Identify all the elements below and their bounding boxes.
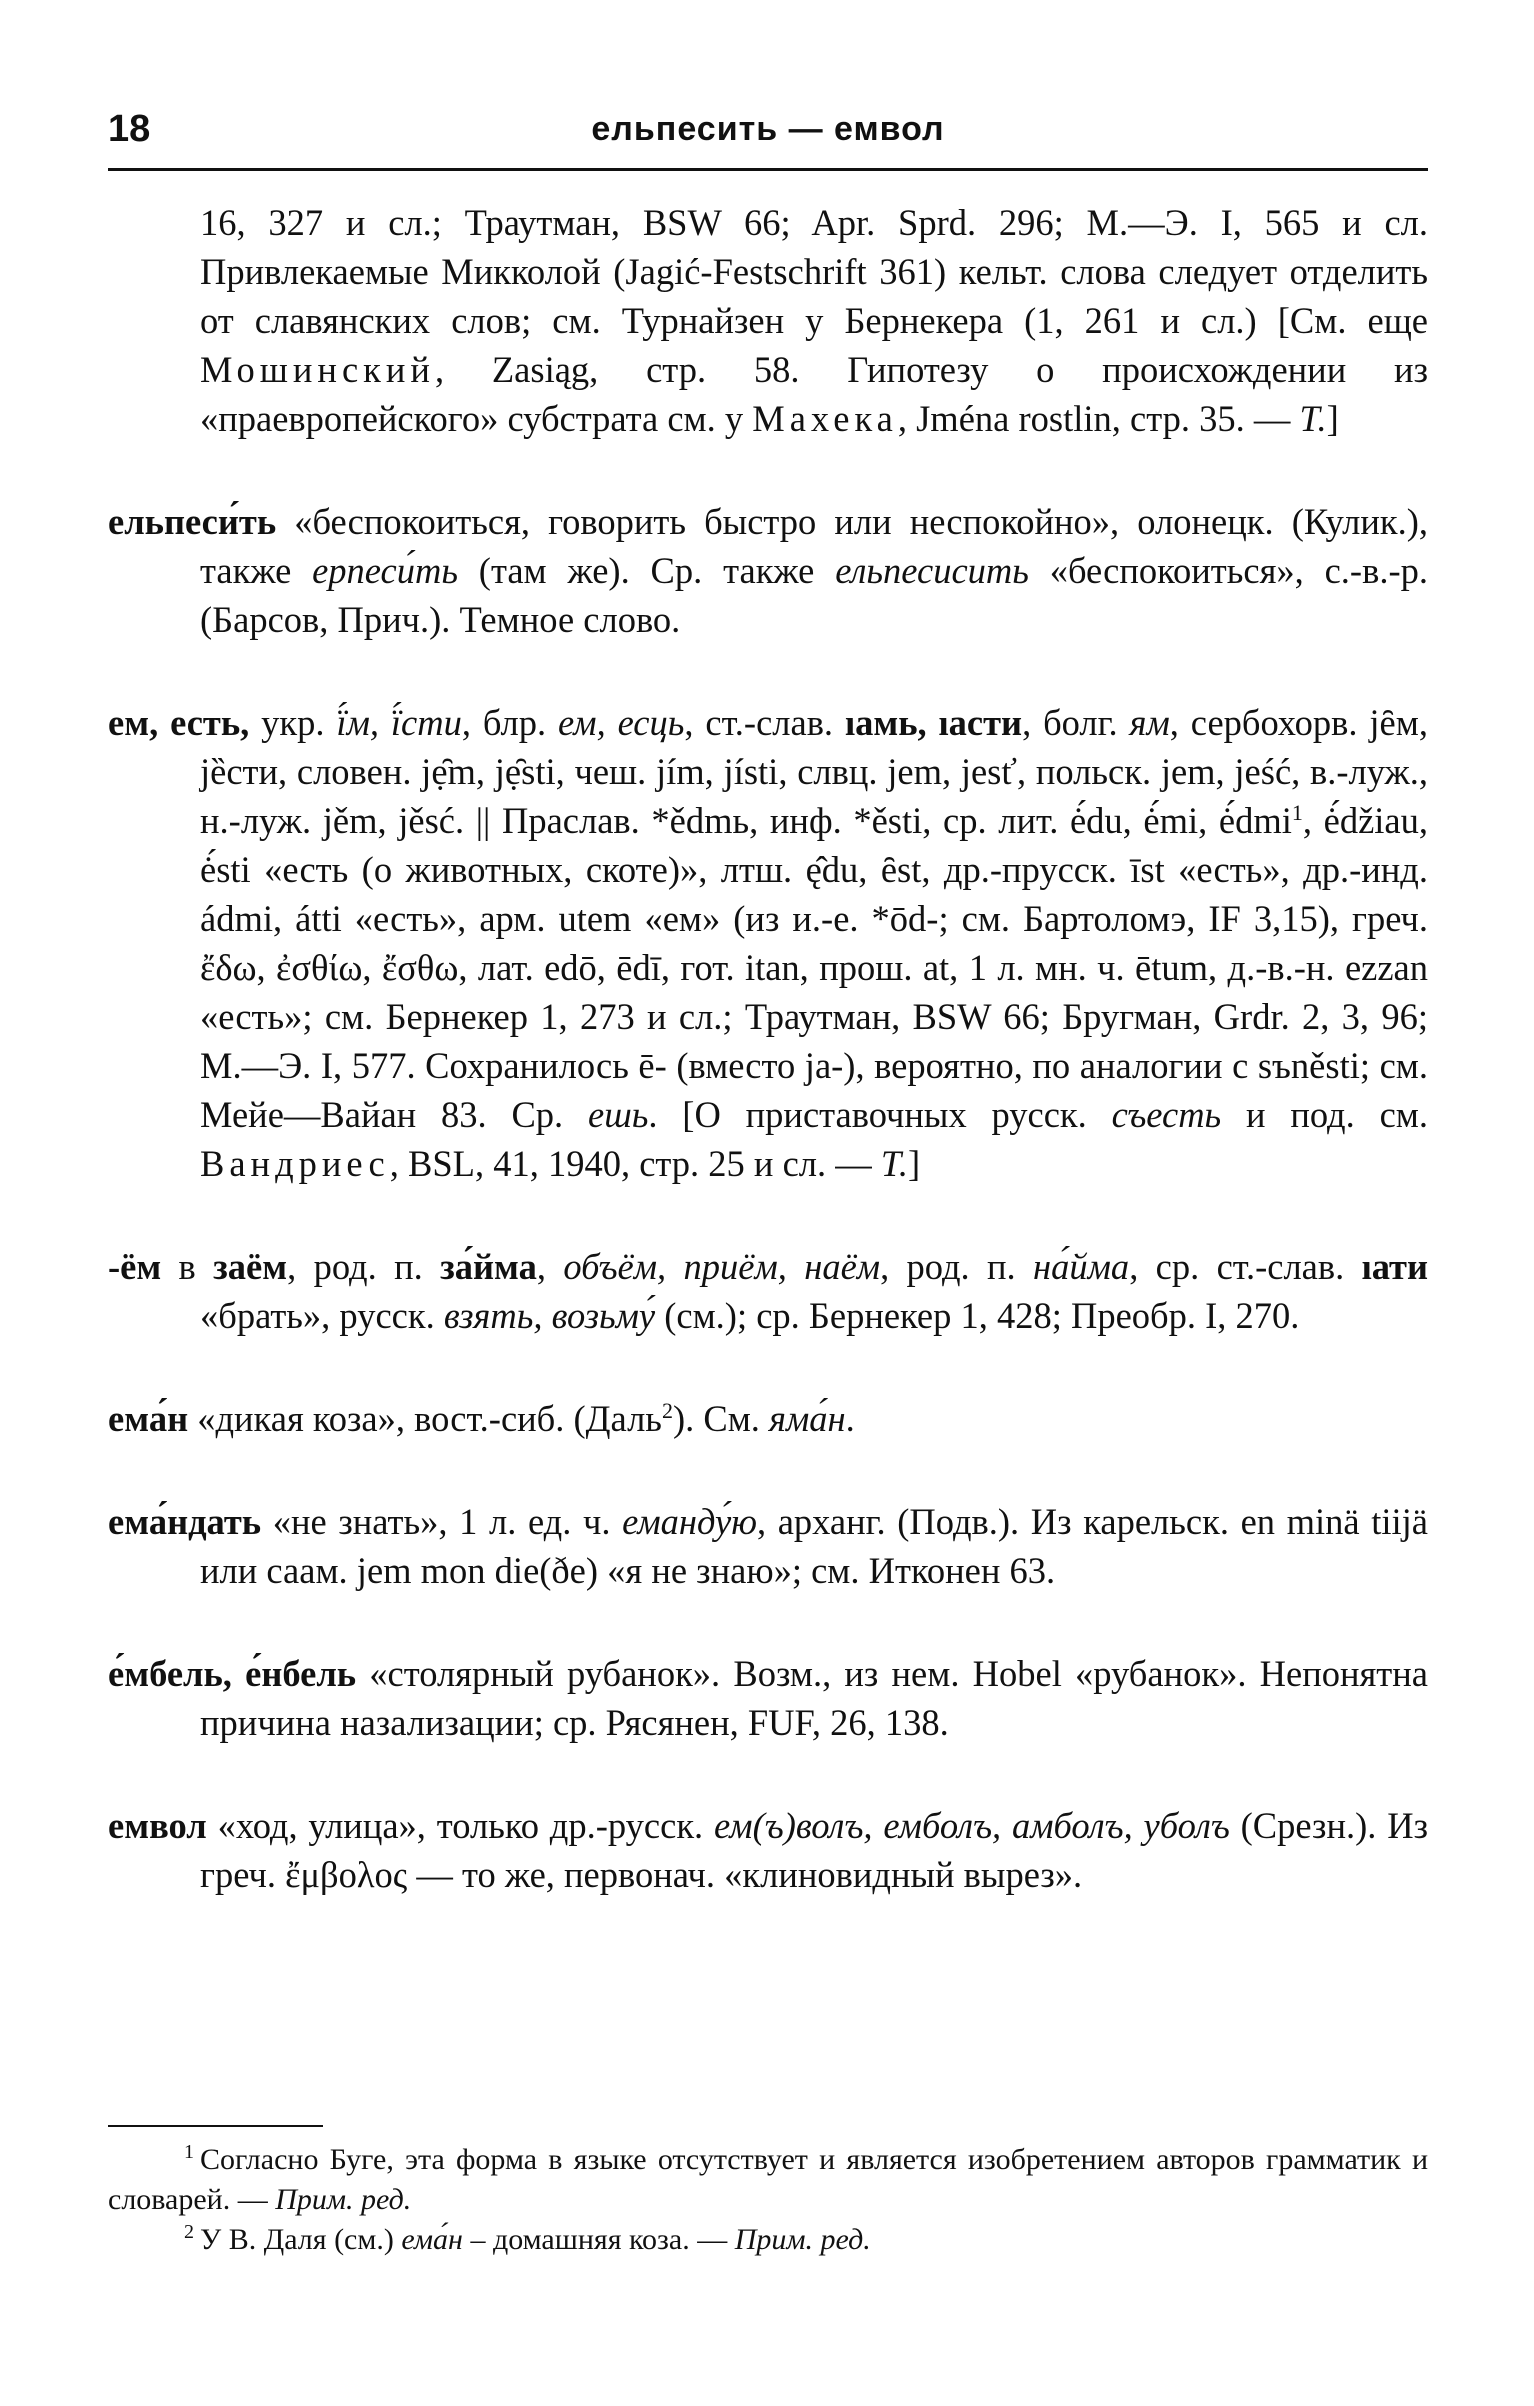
entry-text: , ср. ст.-слав. — [1129, 1246, 1362, 1287]
entries-body — [108, 198, 1428, 1953]
headword: е́мбель, е́нбель — [108, 1653, 357, 1694]
italic-form: съесть — [1111, 1094, 1222, 1135]
dictionary-entry — [108, 1649, 1428, 1747]
entry-text: (там же). Ср. также — [457, 550, 836, 591]
page-number: 18 — [108, 108, 151, 150]
dictionary-entry — [108, 1394, 1428, 1443]
footnote — [108, 2220, 1428, 2260]
dictionary-entry — [108, 1497, 1428, 1595]
bold-form: есть, — [158, 702, 250, 743]
entry-text: , Zasiąg, стр. 58. Гипотезу о происхождении из «праевропейского» субстрата см. у — [200, 349, 1428, 439]
dictionary-entry — [108, 1801, 1428, 1899]
spaced-name: Мошинский — [200, 349, 435, 390]
dictionary-entry — [108, 198, 1428, 443]
page-header — [108, 100, 1428, 164]
entry-text: , — [536, 1246, 564, 1287]
italic-form: еманду́ю — [622, 1501, 757, 1542]
footnote-number: 2 — [184, 2221, 194, 2243]
entry-text: «беспокоиться, говорить быстро или неспокойно», олонецк. (Кулик.), также — [200, 501, 1428, 591]
italic-form: Прим. ред. — [734, 2223, 871, 2256]
entry-text: (см.); ср. Бернекер 1, 428; Преобр. I, 270. — [655, 1295, 1300, 1336]
footnote-ref: 1 — [1291, 799, 1303, 825]
headword: ем, — [108, 702, 159, 743]
italic-form: объём, приём, наём — [563, 1246, 881, 1287]
entry-text: «столярный рубанок». Возм., из нем. Hobel «рубанок». Непонятна причина назализации; ср. Рясянен, FUF, 26, 138. — [200, 1653, 1428, 1743]
headword: емвол — [108, 1805, 207, 1846]
bold-form: заём — [213, 1246, 288, 1287]
header-rule — [108, 168, 1428, 171]
entry-text: У В. Даля (см.) — [200, 2223, 402, 2256]
italic-form: Т. — [1299, 398, 1327, 439]
entry-text: , ė́džiau, ė́sti «есть (о животных, скоте)», лтш. ę̂du, ȇst, др.-прусск. īst «есть», др.-инд. ádmi, átti «есть», арм. utem «ем» (из и.-е. *ōd-; см. Бартоломэ, IF 3,15), греч. ἔδω, ἐσθίω, ἔσθω, лат. edō, ēdī, гот. itan, прош. at, 1 л. мн. ч. ētum, д.-в.-н. ezzan «есть»; см. Бернекер 1, 273 и сл.; Траутман, BSW 66; Бругман, Grdr. 2, 3, 96; М.—Э. I, 577. Сохранилось ē- (вместо ja-), вероятно, по аналогии с sъněsti; см. Мейе—Вайан 83. Ср. — [200, 800, 1428, 1135]
headword: -ём — [108, 1246, 162, 1287]
italic-form: Прим. ред. — [275, 2183, 412, 2216]
italic-form: ешь — [588, 1094, 649, 1135]
entry-text: «дикая коза», вост.-сиб. (Даль — [188, 1398, 662, 1439]
entry-text: , сербохорв. jȇм, jȅсти, словен. jẹ̑m, jẹ̑sti, чеш. jím, jísti, слвц. jem, jesť, польск. jem, jeść, в.-луж., н.-луж. jěm, jěsć. || Праслав. *ědmь, инф. *ěsti, ср. лит. ė́du, ė́mi, ė́dmi — [200, 702, 1428, 841]
italic-form: ї́м, ї́сти — [336, 702, 462, 743]
headword: ельпеси́ть — [108, 501, 277, 542]
italic-form: взять, возьму́ — [443, 1295, 656, 1336]
entry-text: , арханг. (Подв.). Из карельск. en minä tiijä или саам. jem mon die(ðe) «я не знаю»; см. Итконен 63. — [200, 1501, 1429, 1591]
entry-text: – домашняя коза. — — [462, 2223, 735, 2256]
entry-text: , род. п. — [880, 1246, 1034, 1287]
headword: ема́ндать — [108, 1501, 262, 1542]
footnote-ref: 2 — [661, 1397, 673, 1423]
headword: ема́н — [108, 1398, 189, 1439]
italic-form: Т. — [880, 1143, 909, 1184]
italic-form: ерпеси́ть — [312, 550, 458, 591]
entry-text: , BSL, 41, 1940, стр. 25 и сл. — — [389, 1143, 881, 1184]
footnote-rule — [108, 2125, 323, 2127]
bold-form: за́йма — [440, 1246, 537, 1287]
spaced-name: Вандриес — [200, 1143, 390, 1184]
spaced-name: Махека — [752, 398, 898, 439]
entry-text: , род. п. — [287, 1246, 441, 1287]
italic-form: ям — [1129, 702, 1170, 743]
entry-text: «брать», русск. — [200, 1295, 444, 1336]
entry-text: , болг. — [1022, 702, 1130, 743]
dictionary-entry — [108, 1242, 1428, 1340]
entry-text: (Срезн.). Из греч. ἔμβολος — то же, первонач. «клиновидный вырез». — [200, 1805, 1429, 1895]
italic-form: яма́н — [769, 1398, 846, 1439]
dictionary-entry — [108, 497, 1428, 644]
italic-form: ема́н — [401, 2223, 463, 2256]
entry-text: в — [161, 1246, 214, 1287]
dictionary-entry — [108, 698, 1428, 1188]
entry-text: «беспокоиться», с.-в.-р. (Барсов, Прич.). Темное слово. — [200, 550, 1428, 640]
italic-form: на́йма — [1033, 1246, 1130, 1287]
italic-form: ем(ъ)волъ, емболъ, амболъ, уболъ — [714, 1805, 1230, 1846]
bold-form: ıамь, ıасти — [844, 702, 1023, 743]
entry-text: укр. — [249, 702, 337, 743]
entry-text: , Jména rostlin, стр. 35. — — [897, 398, 1300, 439]
entry-text: «не знать», 1 л. ед. ч. — [261, 1501, 623, 1542]
footnote-number: 1 — [184, 2141, 194, 2163]
footnotes — [108, 2140, 1428, 2260]
entry-text: , блр. — [461, 702, 558, 743]
entry-text: Согласно Буге, эта форма в языке отсутствует и является изобретением авторов грамматик и словарей. — — [108, 2143, 1428, 2216]
entry-text: ). См. — [672, 1398, 770, 1439]
footnote — [108, 2140, 1428, 2220]
running-head: ельпесить — емвол — [591, 110, 945, 148]
bold-form: ıати — [1361, 1246, 1428, 1287]
entry-text: «ход, улица», только др.-русск. — [206, 1805, 715, 1846]
entry-text: . [О приставочных русск. — [648, 1094, 1112, 1135]
italic-form: ельпесисить — [835, 550, 1029, 591]
entry-text: и под. см. — [1221, 1094, 1428, 1135]
entry-text: , ст.-слав. — [684, 702, 845, 743]
entry-text: ] — [1326, 398, 1339, 439]
entry-text: 16, 327 и сл.; Траутман, BSW 66; Apr. Sprd. 296; М.—Э. I, 565 и сл. Привлекаемые Микколой (Jagić-Festschrift 361) кельт. слова следует отделить от славянских слов; см. Турнайзен у Бернекера (1, 261 и сл.) [См. еще — [200, 202, 1428, 341]
italic-form: ем, есць — [557, 702, 685, 743]
entry-text: ] — [908, 1143, 921, 1184]
entry-text: . — [845, 1398, 855, 1439]
